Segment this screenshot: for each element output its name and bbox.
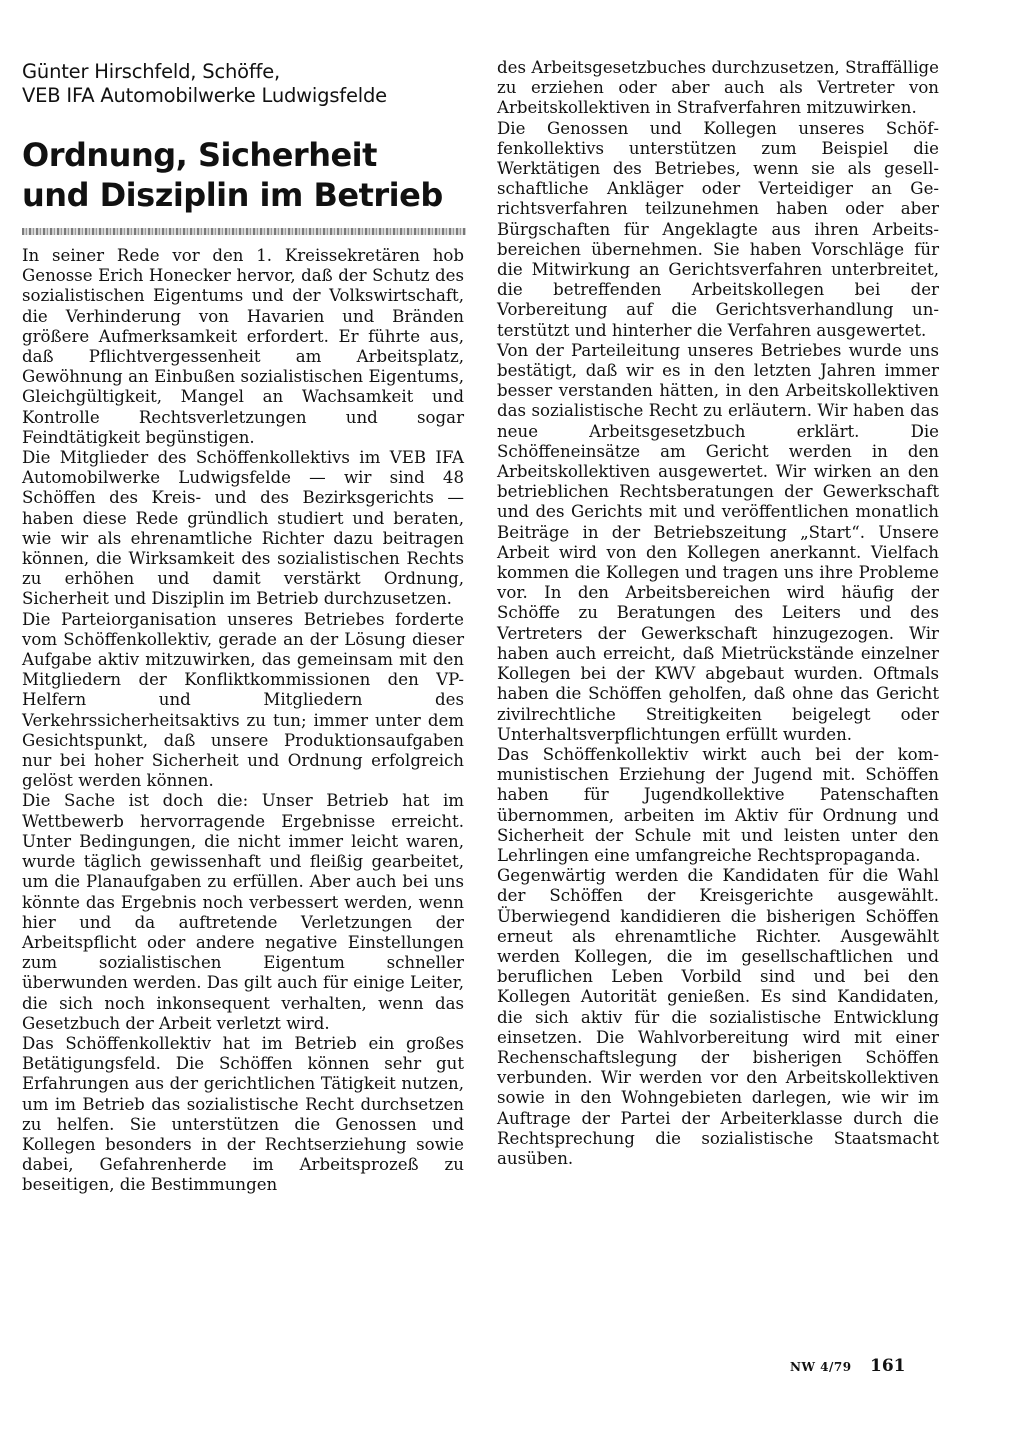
paragraph: des Arbeitsgesetzbuches durchzusetzen, Straffällige zu erziehen oder aber auch als Vertreter von Arbeitskollektiven in Strafverfahren mitzuwirken. bbox=[497, 58, 939, 118]
paragraph: Von der Parteileitung unseres Betriebes wurde uns bestätigt, daß wir es in den letzten Jahren immer besser verstanden hätten, in den Arbeitskollektiven das sozialistische Recht zu erläutern. Wir haben das neue Arbeitsgesetzbuch erklärt. Die Schöffeneinsätze am Gericht werden in den Arbeitskollektiven ausgewertet. Wir wirken an den betrieblichen Rechtsberatungen der Gewerkschaft und des Gerichts mit und veröffentlichen monatlich Beiträge in der Betriebszeitung „Start“. Unsere Arbeit wird von den Kollegen anerkannt. Vielfach kommen die Kollegen und tragen uns ihre Probleme vor. In den Arbeitsbereichen wird häufig der Schöffe zu Beratungen des Leiters und des Vertreters der Gewerkschaft hinzugezogen. Wir haben auch erreicht, daß Mietrückstände einzelner Kollegen bei der KWV abgebaut wurden. Oftmals haben die Schöffen geholfen, daß ohne das Gericht zivilrechtliche Streitigkeiten beigelegt oder Unterhaltsverpflichtungen erfüllt wurden. bbox=[497, 340, 939, 744]
left-column-text bbox=[22, 246, 464, 1196]
article-title bbox=[22, 135, 482, 215]
page-footer bbox=[790, 1356, 940, 1380]
title-line: und Disziplin im Betrieb bbox=[22, 176, 443, 214]
paragraph: Das Schöffenkollektiv hat im Betrieb ein großes Betätigungsfeld. Die Schöffen können sehr gut Erfahrungen aus der gerichtlichen Tätigkeit nutzen, um im Betrieb das sozialistische Recht durchsetzen zu helfen. Sie unterstützen die Genossen und Kollegen besonders in der Rechtserziehung sowie dabei, Gefahrenherde im Arbeitsprozeß zu beseitigen, die Bestimmungen bbox=[22, 1033, 464, 1195]
right-column-text bbox=[497, 58, 939, 1169]
author-byline bbox=[22, 60, 464, 108]
journal-issue: NW 4/79 bbox=[790, 1360, 852, 1374]
paragraph: Das Schöffenkollektiv wirkt auch bei der kommunistischen Erziehung der Jugend mit. Schöffen haben für Jugendkollektive Patenschaften übernommen, arbeiten im Aktiv für Ordnung und Sicherheit der Schule mit und leisten unter den Lehrlingen eine umfangreiche Rechtspropaganda. bbox=[497, 744, 939, 865]
paragraph: Die Mitglieder des Schöffenkollektivs im VEB IFA Automobilwerke Ludwigsfelde — wir sind 48 Schöffen des Kreis- und des Bezirksgerichts — haben diese Rede gründlich studiert und beraten, wie wir als ehrenamtliche Richter dazu beitragen können, die Wirksamkeit des sozialistischen Rechts zu erhöhen und damit verstärkt Ordnung, Sicherheit und Disziplin im Betrieb durchzusetzen. bbox=[22, 448, 464, 609]
title-line: Ordnung, Sicherheit bbox=[22, 136, 377, 174]
paragraph: Gegenwärtig werden die Kandidaten für die Wahl der Schöffen der Kreisgerichte ausgewählt. Überwiegend kandidieren die bisherigen Schöffen erneut als ehrenamtliche Richter. Ausgewählt werden Kollegen, die im gesellschaftlichen und beruflichen Leben Vorbild sind und bei den Kollegen Autorität genießen. Es sind Kandidaten, die sich aktiv für die sozialistische Entwicklung einsetzen. Die Wahlvorbereitung wird mit einer Rechenschaftslegung der bisherigen Schöffen verbunden. Wir werden vor den Arbeitskollektiven sowie in den Wohngebieten darlegen, wie wir im Auftrage der Partei der Arbeiterklasse durch die Rechtsprechung die sozialistische Staatsmacht ausüben. bbox=[497, 866, 939, 1168]
paragraph: Die Sache ist doch die: Unser Betrieb hat im Wettbewerb hervorragende Ergebnisse erreicht. Unter Bedingungen, die nicht immer leicht waren, wurde täglich gewissenhaft und fleißig gearbeitet, um die Planaufgaben zu erfüllen. Aber auch bei uns könnte das Ergebnis noch verbessert werden, wenn hier und da auftretende Verletzungen der Arbeitspflicht oder andere negative Einstellungen zum sozialistischen Eigentum schneller überwunden werden. Das gilt auch für einige Leiter, die sich noch inkonsequent verhalten, wenn das Gesetzbuch der Arbeit verletzt wird. bbox=[22, 791, 464, 1033]
page-number: 161 bbox=[870, 1356, 906, 1376]
author-affiliation: VEB IFA Automobilwerke Ludwigsfelde bbox=[22, 84, 387, 107]
paragraph: Die Parteiorganisation unseres Betriebes forderte vom Schöffenkollektiv, gerade an der Lösung dieser Aufgabe aktiv mitzuwirken, das gemeinsam mit den Mitgliedern der Konfliktkommissionen den VP-Helfern und Mitgliedern des Verkehrssicherheitsaktivs zu tun; immer unter dem Gesichtspunkt, daß unsere Produktionsaufgaben nur bei hoher Sicherheit und Ordnung erfolgreich gelöst werden können. bbox=[22, 609, 464, 791]
paragraph: Die Genossen und Kollegen unseres Schöffenkollektivs unterstützen zum Beispiel die Werktätigen des Betriebes, wenn sie als gesellschaftliche Ankläger oder Verteidiger an Gerichtsverfahren teilzunehmen haben oder aber Bürgschaften für Angeklagte aus ihren Arbeitsbereichen übernehmen. Sie haben Vorschläge für die Mitwirkung an Gerichtsverfahren unterbreitet, die betreffenden Arbeitskollegen bei der Vorbereitung auf die Gerichtsverhandlung unterstützt und hinterher die Verfahren ausgewertet. bbox=[497, 118, 939, 340]
title-rule bbox=[22, 228, 466, 235]
author-line: Günter Hirschfeld, Schöffe, bbox=[22, 60, 280, 83]
paragraph: In seiner Rede vor den 1. Kreissekretären hob Genosse Erich Honecker hervor, daß der Schutz des sozialistischen Eigentums und der Volkswirtschaft, die Verhinderung von Havarien und Bränden größere Aufmerksamkeit erfordert. Er führte aus, daß Pflichtvergessenheit am Arbeitsplatz, Gewöhnung an Einbußen sozialistischen Eigentums, Gleichgültigkeit, Mangel an Wachsamkeit und Kontrolle Rechtsverletzungen und sogar Feindtätigkeit begünstigen. bbox=[22, 246, 464, 447]
